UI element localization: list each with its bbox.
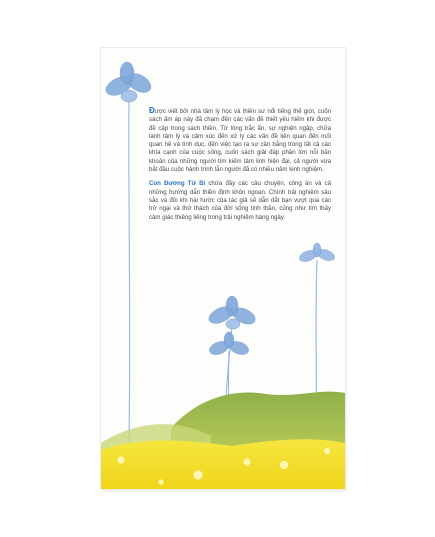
paragraph-intro-body: ược viết bởi nhà tâm lý học và thiền sư nổi tiếng thế giới, cuốn sách ấm áp này đã chạm đến các vấn đề thiết yếu hiếm khi được đề cập trong sách thiền. Từ lòng trắc ẩn, sự nghiện ngập, chữa lành tâm lý và cảm xúc đến xử lý các vấn đề liên quan đến mối quan hệ và tình dục, đến việc tạo ra sự cân bằng trong tất cả các khía cạnh của cuộc sống, cuốn sách giải đáp phần lớn nỗi băn khoăn của những người tìm kiếm tâm linh hiện đại, cả người vừa bắt đầu cuộc hành trình lẫn người đã có nhiều năm kinh nghiệm.: [149, 108, 331, 174]
book-back-cover: [101, 48, 345, 489]
book-title-highlight: Con Đường Từ Bi: [149, 180, 206, 188]
drop-cap: Đ: [149, 106, 155, 115]
flower-middle-upper: [206, 296, 258, 329]
yellow-meadow: [101, 439, 345, 489]
paragraph-summary-body: chứa đầy các câu chuyện, công án và cả những hướng dẫn thiền định khôn ngoan. Chính trải nghiệm sâu sắc và đôi khi hài hước của tác giả sẽ dẫn dắt bạn vượt qua các trở ngại và thử thách của đời sống tinh thần, cũng như tìm thấy cảm giác thiêng liêng trong trải nghiệm hàng ngày.: [149, 180, 331, 221]
flower-large-top-left: [103, 62, 154, 102]
description-text: [149, 107, 331, 222]
paragraph-book-summary: [149, 180, 331, 221]
paragraph-intro: [149, 107, 331, 174]
